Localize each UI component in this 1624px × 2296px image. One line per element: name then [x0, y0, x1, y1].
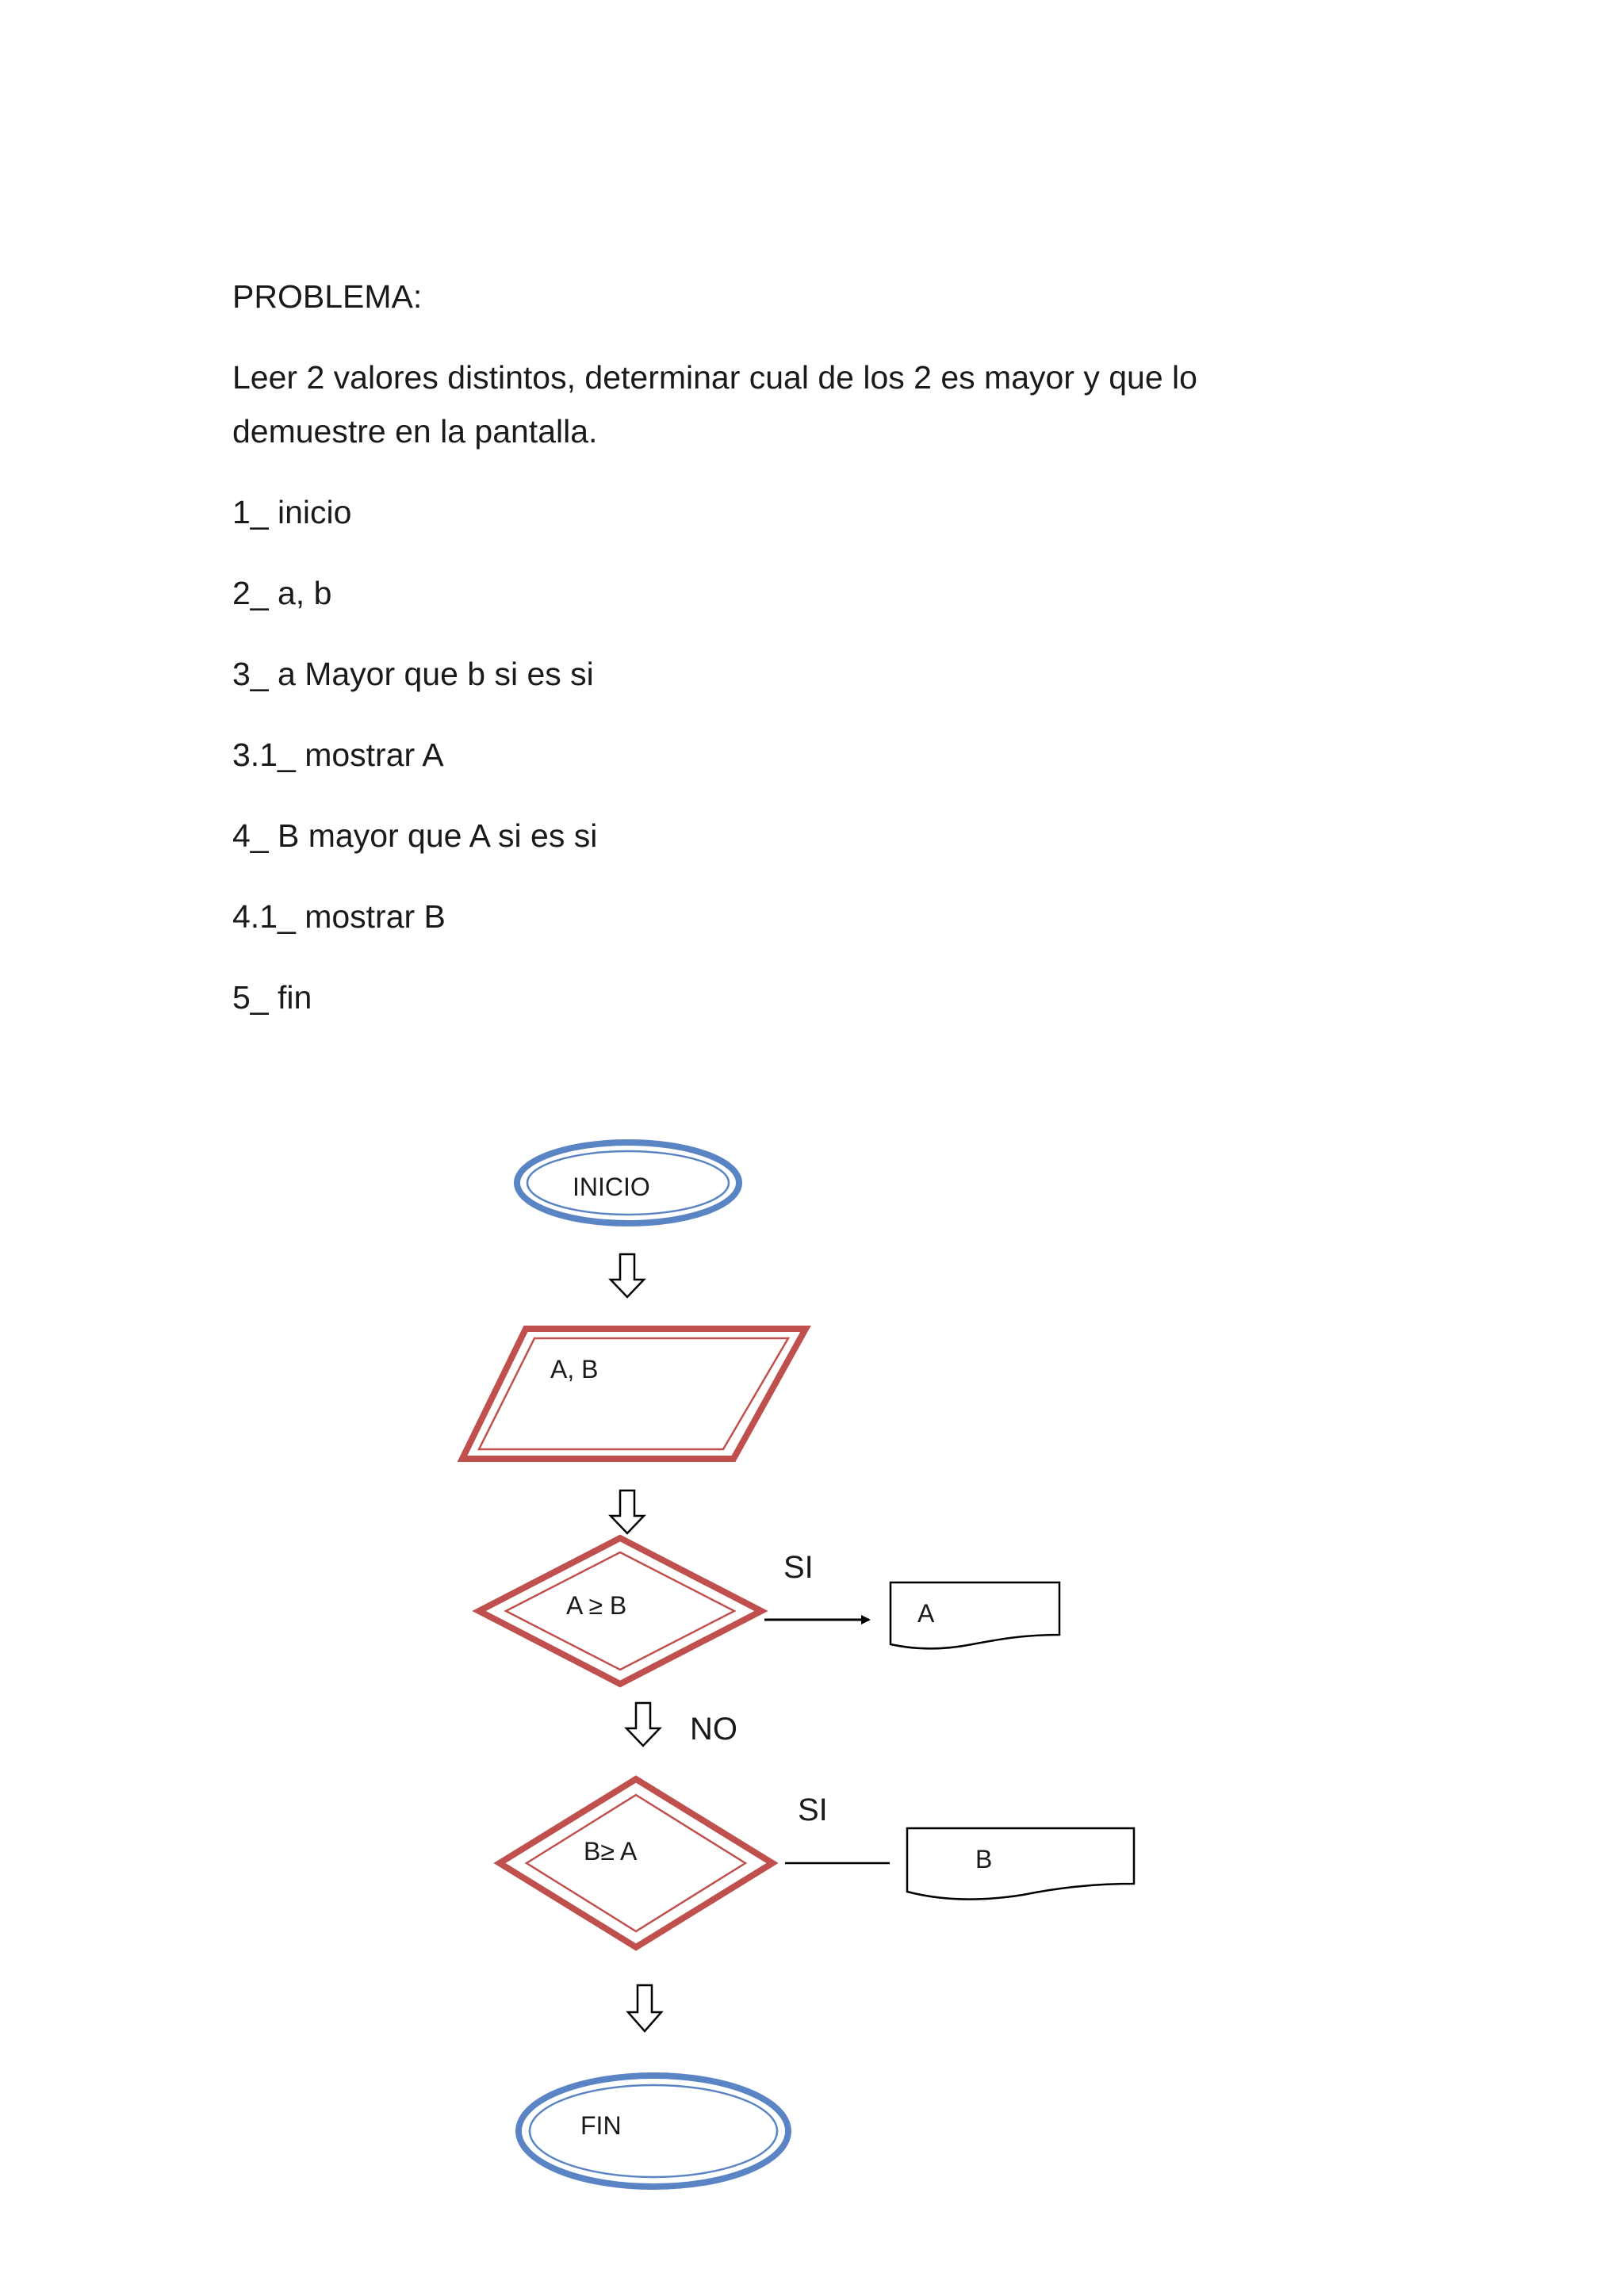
end-terminal — [519, 2076, 788, 2187]
input-parallelogram — [462, 1329, 806, 1459]
decision-2-yes-label: SI — [798, 1793, 828, 1827]
output-2-document — [907, 1828, 1134, 1900]
down-arrow-icon — [628, 1985, 661, 2031]
problem-heading: PROBLEMA: — [232, 278, 423, 315]
step-5: 5_ fin — [232, 979, 312, 1016]
output-2-label: B — [975, 1845, 993, 1873]
decision-1-diamond — [479, 1538, 761, 1684]
step-4-1: 4.1_ mostrar B — [232, 898, 446, 935]
start-terminal — [517, 1142, 739, 1223]
start-label: INICIO — [573, 1173, 650, 1201]
end-label: FIN — [580, 2111, 622, 2140]
down-arrow-icon — [626, 1703, 660, 1746]
decision-1-no-label: NO — [690, 1712, 737, 1747]
down-arrow-icon — [611, 1254, 644, 1297]
decision-1-yes-label: SI — [783, 1550, 814, 1585]
decision-2-diamond — [500, 1779, 772, 1947]
step-4: 4_ B mayor que A si es si — [232, 817, 598, 854]
problem-statement-line-1: Leer 2 valores distintos, determinar cual de los 2 es mayor y que lo — [232, 359, 1197, 396]
output-1-document — [891, 1582, 1059, 1648]
down-arrow-icon — [611, 1490, 644, 1533]
step-3: 3_ a Mayor que b si es si — [232, 656, 594, 692]
step-1: 1_ inicio — [232, 494, 352, 530]
problem-statement-line-2: demuestre en la pantalla. — [232, 413, 598, 450]
input-label: A, B — [550, 1355, 599, 1383]
decision-2-label: B≥ A — [584, 1837, 638, 1866]
step-2: 2_ a, b — [232, 575, 332, 611]
output-1-label: A — [917, 1599, 935, 1628]
decision-1-label: A ≥ B — [566, 1591, 627, 1620]
step-3-1: 3.1_ mostrar A — [232, 737, 444, 773]
